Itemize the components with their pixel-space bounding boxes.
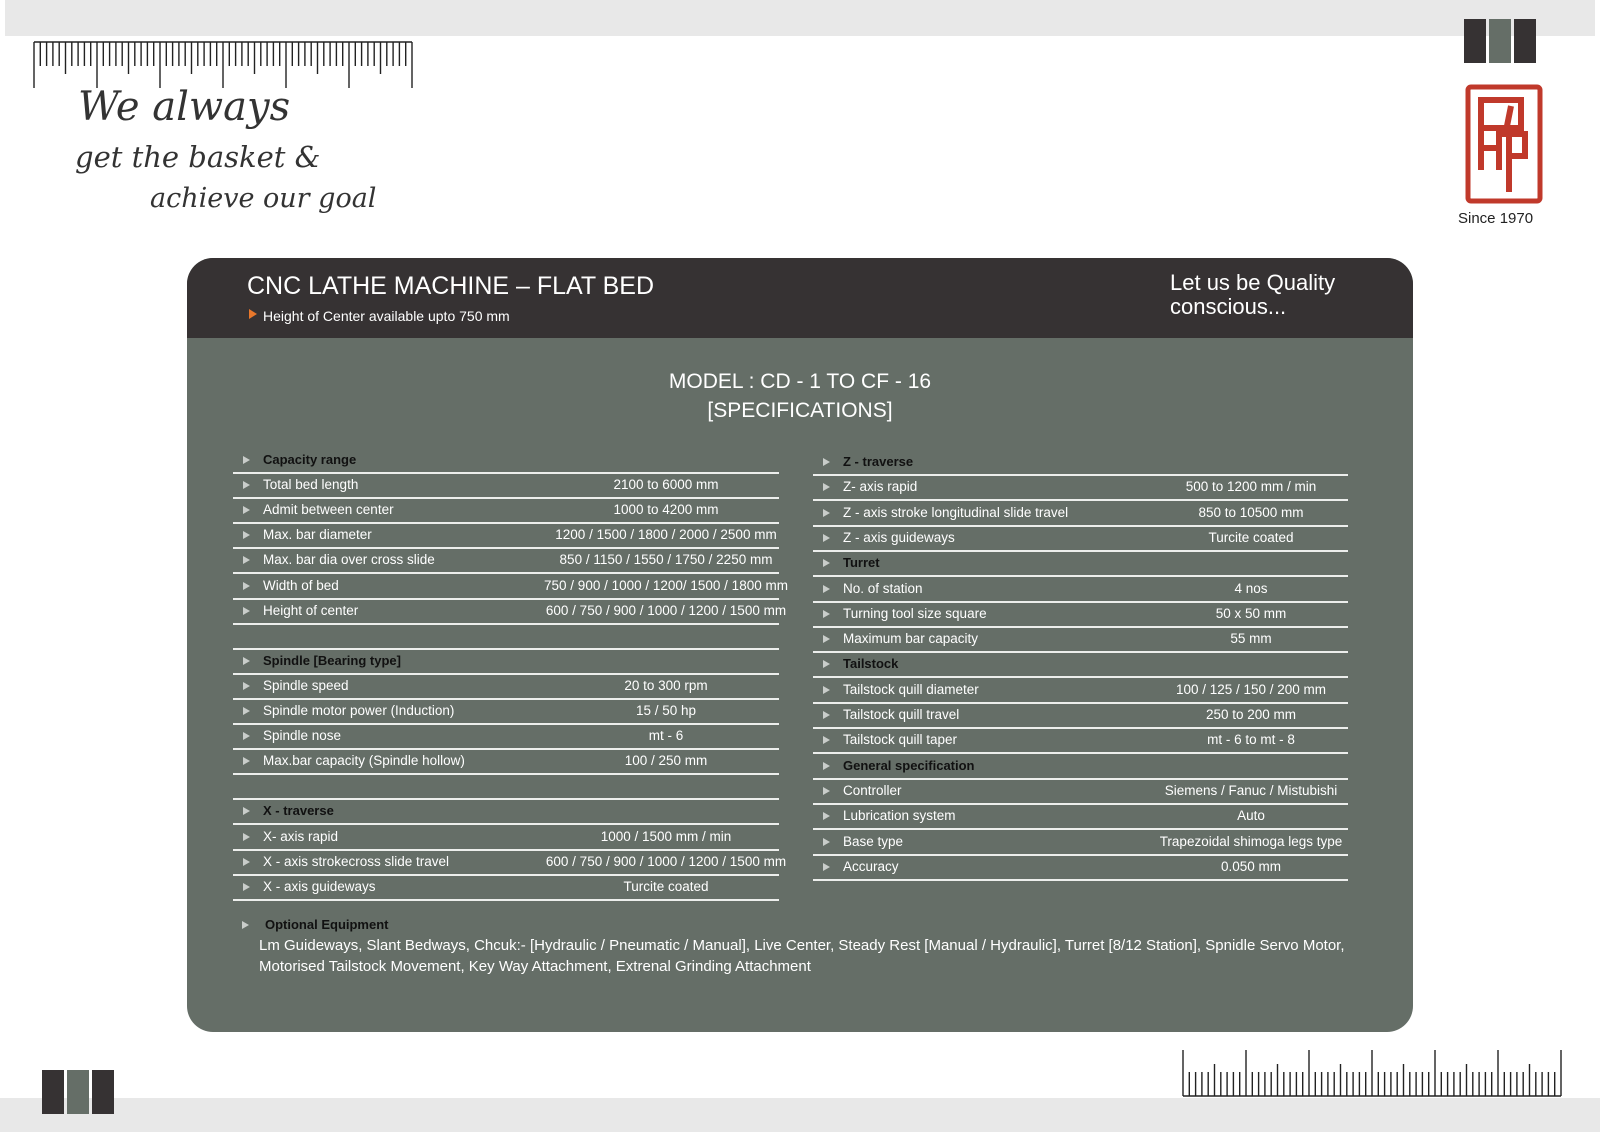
spec-label: Total bed length xyxy=(263,477,359,493)
spec-row xyxy=(813,576,1348,603)
tagline-line-2: get the basket & xyxy=(75,140,321,174)
spec-row xyxy=(233,497,779,524)
bullet-arrow-icon xyxy=(823,559,830,567)
spec-row xyxy=(813,727,1348,754)
subtitle-arrow-icon xyxy=(249,309,257,319)
card-title: CNC LATHE MACHINE – FLAT BED xyxy=(247,272,655,300)
spec-value: 1000 / 1500 mm / min xyxy=(600,828,732,844)
card-subtitle: Height of Center available upto 750 mm xyxy=(263,308,510,324)
card-quote: Let us be Quality conscious... xyxy=(1170,270,1336,319)
spec-label: General specification xyxy=(843,757,975,773)
spec-value: 15 / 50 hp xyxy=(635,703,697,718)
spec-value: 600 / 750 / 900 / 1000 / 1200 / 1500 mm xyxy=(545,602,787,618)
spec-row xyxy=(813,500,1348,527)
optional-text: Lm Guideways, Slant Bedways, Chcuk:- [Hydraulic / Pneumatic / Manual], Live Center, Steady Rest [Manual / Hydraulic], Turret [8/12 Station], Spnidle Servo Motor, Motorised Tailstock Movement, Key Way Attachment, Extrenal Grinding Attachment xyxy=(259,937,1345,975)
spec-label: Width of bed xyxy=(263,577,339,593)
bullet-arrow-icon xyxy=(243,582,250,590)
spec-value: 850 / 1150 / 1550 / 1750 / 2250 mm xyxy=(559,552,773,568)
spec-value: 750 / 900 / 1000 / 1200/ 1500 / 1800 mm xyxy=(544,577,788,593)
spec-row xyxy=(813,626,1348,653)
tagline-line-1: We always xyxy=(78,84,291,130)
spec-value: Turcite coated xyxy=(623,878,709,894)
bullet-arrow-icon xyxy=(243,883,250,891)
logo-since-text: Since 1970 xyxy=(1458,210,1534,227)
bullet-arrow-icon xyxy=(823,787,830,795)
spec-section-heading xyxy=(813,550,1348,577)
top-band xyxy=(5,0,1595,36)
spec-label: Spindle [Bearing type] xyxy=(263,652,401,668)
spec-label: Z - axis stroke longitudinal slide travel xyxy=(843,504,1069,520)
spec-label: Max. bar dia over cross slide xyxy=(263,552,435,568)
bar-gray xyxy=(1489,19,1511,63)
spec-row xyxy=(233,748,779,775)
bullet-arrow-icon xyxy=(243,682,250,690)
spec-label: Maximum bar capacity xyxy=(843,631,979,647)
spec-label: Max. bar diameter xyxy=(263,527,372,543)
optional-arrow-icon xyxy=(242,921,249,929)
bullet-arrow-icon xyxy=(243,757,250,765)
spec-label: Max.bar capacity (Spindle hollow) xyxy=(263,753,465,769)
bullet-arrow-icon xyxy=(243,456,250,464)
spec-row xyxy=(813,829,1348,856)
bar-dark xyxy=(92,1070,114,1114)
bullet-arrow-icon xyxy=(823,483,830,491)
bullet-arrow-icon xyxy=(243,707,250,715)
spec-value: 850 to 10500 mm xyxy=(1198,504,1304,520)
bullet-arrow-icon xyxy=(823,711,830,719)
spec-section-heading xyxy=(813,449,1348,476)
spec-label: Accuracy xyxy=(843,858,899,874)
optional-title: Optional Equipment xyxy=(265,917,389,932)
spec-row xyxy=(233,849,787,876)
bullet-arrow-icon xyxy=(243,556,250,564)
spec-row xyxy=(813,474,1348,501)
spec-value: 100 / 250 mm xyxy=(624,753,708,769)
bullet-arrow-icon xyxy=(243,506,250,514)
spec-label: Base type xyxy=(843,833,904,849)
spec-value: 2100 to 6000 mm xyxy=(613,477,719,493)
spec-row xyxy=(233,824,779,851)
spec-label: Lubrication system xyxy=(843,808,956,824)
qmp-logo xyxy=(1465,84,1543,204)
spec-row xyxy=(233,573,788,600)
spec-row xyxy=(813,702,1348,729)
tagline-line-3: achieve our goal xyxy=(150,183,377,214)
spec-label: Z- axis rapid xyxy=(843,479,918,495)
spec-label: No. of station xyxy=(843,580,923,596)
bullet-arrow-icon xyxy=(243,531,250,539)
spec-value: Turcite coated xyxy=(1208,529,1294,545)
spec-value: 50 x 50 mm xyxy=(1215,605,1287,621)
spec-label: Controller xyxy=(843,782,902,798)
spec-label: Z - traverse xyxy=(843,454,914,469)
bottom-band xyxy=(0,1098,1600,1132)
spec-value: mt - 6 xyxy=(648,728,684,744)
bullet-arrow-icon xyxy=(823,736,830,744)
bullet-arrow-icon xyxy=(823,762,830,770)
spec-row xyxy=(813,803,1348,830)
bullet-arrow-icon xyxy=(243,481,250,489)
spec-section-heading xyxy=(813,753,1348,780)
spec-label: Spindle motor power (Induction) xyxy=(263,703,455,718)
spec-label: Admit between center xyxy=(263,502,394,518)
spec-label: Height of center xyxy=(263,602,359,618)
spec-label: Tailstock xyxy=(843,656,899,672)
spec-row xyxy=(813,525,1348,552)
spec-label: Tailstock quill travel xyxy=(843,707,960,722)
spec-value: 100 / 125 / 150 / 200 mm xyxy=(1175,681,1327,697)
card-header xyxy=(187,258,1413,338)
spec-value: 20 to 300 rpm xyxy=(624,677,708,693)
spec-label: Z - axis guideways xyxy=(843,529,955,545)
bullet-arrow-icon xyxy=(823,686,830,694)
spec-label: X- axis rapid xyxy=(263,828,339,844)
spec-row xyxy=(813,601,1348,628)
spec-row xyxy=(233,472,779,499)
bullet-arrow-icon xyxy=(243,657,250,665)
spec-spacer-row xyxy=(233,623,779,650)
spec-label: X - traverse xyxy=(263,803,334,819)
spec-label: Turret xyxy=(843,555,880,571)
spec-label: Tailstock quill taper xyxy=(843,732,958,748)
bullet-arrow-icon xyxy=(823,812,830,820)
bars-top-right xyxy=(1464,19,1536,63)
spec-section-heading xyxy=(233,447,779,474)
spec-value: 0.050 mm xyxy=(1220,858,1282,874)
bars-bottom-left xyxy=(42,1070,114,1114)
spec-label: Turning tool size square xyxy=(843,605,987,621)
spec-value: 600 / 750 / 900 / 1000 / 1200 / 1500 mm xyxy=(545,853,787,869)
spec-section-heading xyxy=(233,648,779,675)
spec-row xyxy=(813,854,1348,881)
spec-spacer-row xyxy=(233,773,779,800)
spec-label: X - axis strokecross slide travel xyxy=(263,853,450,869)
bullet-arrow-icon xyxy=(243,833,250,841)
spec-row xyxy=(233,723,779,750)
spec-label: Capacity range xyxy=(263,452,357,467)
spec-value: 1200 / 1500 / 1800 / 2000 / 2500 mm xyxy=(555,527,777,543)
spec-label: Spindle speed xyxy=(263,677,349,693)
model-title: MODEL : CD - 1 TO CF - 16 xyxy=(668,370,932,393)
spec-section-heading xyxy=(233,798,779,825)
bullet-arrow-icon xyxy=(243,732,250,740)
spec-value: 500 to 1200 mm / min xyxy=(1185,479,1317,495)
bar-dark xyxy=(1514,19,1536,63)
spec-value: Siemens / Fanuc / Mistubishi xyxy=(1164,782,1338,798)
spec-card xyxy=(187,258,1413,1032)
ruler-bottom-right xyxy=(1182,1048,1567,1098)
bullet-arrow-icon xyxy=(243,858,250,866)
spec-row xyxy=(233,547,779,574)
spec-row xyxy=(233,522,779,549)
bullet-arrow-icon xyxy=(823,863,830,871)
spec-label: X - axis guideways xyxy=(263,878,376,894)
bar-gray xyxy=(67,1070,89,1114)
bullet-arrow-icon xyxy=(823,660,830,668)
bullet-arrow-icon xyxy=(823,585,830,593)
spec-value: 4 nos xyxy=(1234,580,1268,596)
bullet-arrow-icon xyxy=(823,635,830,643)
bar-dark xyxy=(1464,19,1486,63)
bullet-arrow-icon xyxy=(823,458,830,466)
spec-value: 1000 to 4200 mm xyxy=(613,502,719,518)
spec-section-heading xyxy=(813,651,1348,678)
bullet-arrow-icon xyxy=(243,607,250,615)
model-subtitle: [SPECIFICATIONS] xyxy=(707,399,893,422)
bullet-arrow-icon xyxy=(823,534,830,542)
spec-value: 55 mm xyxy=(1230,631,1272,647)
spec-row xyxy=(813,677,1348,704)
bullet-arrow-icon xyxy=(823,838,830,846)
spec-row xyxy=(233,598,787,625)
spec-row xyxy=(233,698,779,725)
bar-dark xyxy=(42,1070,64,1114)
bullet-arrow-icon xyxy=(823,509,830,517)
spec-row xyxy=(813,778,1348,805)
bullet-arrow-icon xyxy=(243,807,250,815)
spec-row xyxy=(233,673,779,700)
spec-label: Tailstock quill diameter xyxy=(843,681,979,697)
spec-value: Auto xyxy=(1237,808,1265,824)
bullet-arrow-icon xyxy=(823,610,830,618)
spec-label: Spindle nose xyxy=(263,728,342,744)
spec-value: mt - 6 to mt - 8 xyxy=(1207,732,1295,748)
ruler-top-left xyxy=(33,40,418,90)
spec-row xyxy=(233,874,779,901)
spec-value: Trapezoidal shimoga legs type xyxy=(1159,833,1343,849)
spec-value: 250 to 200 mm xyxy=(1205,707,1297,722)
